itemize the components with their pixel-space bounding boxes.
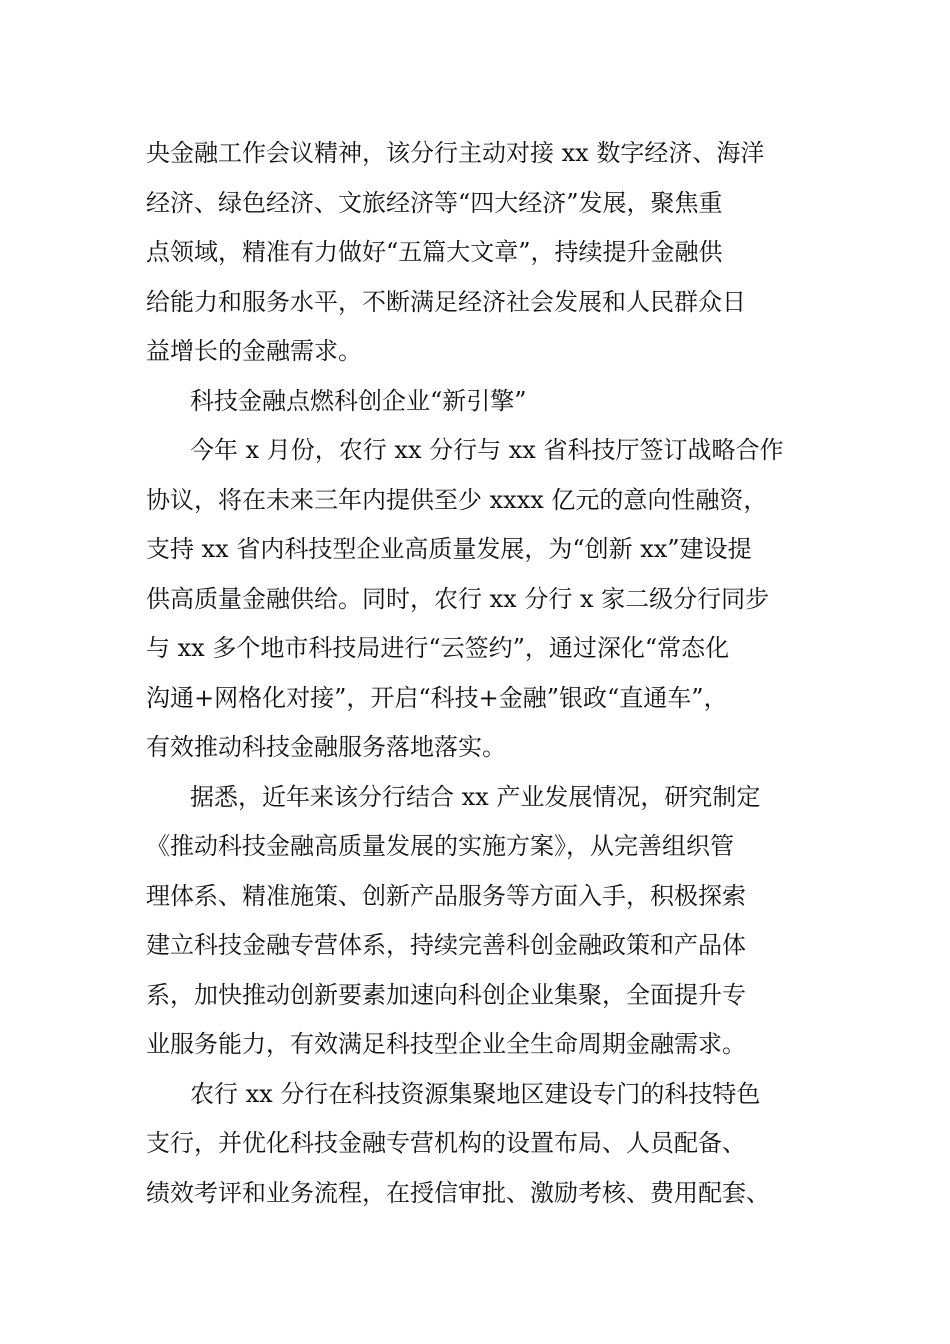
text-line: 绩效考评和业务流程，在授信审批、激励考核、费用配套、 — [146, 1178, 770, 1207]
document-body — [146, 129, 806, 1218]
text-line: 业服务能力，有效满足科技型企业全生命周期金融需求。 — [146, 1030, 746, 1058]
text-line: 今年 x 月份，农行 xx 分行与 xx 省科技厅签订战略合作 — [190, 436, 784, 464]
text-line: 建立科技金融专营体系，持续完善科创金融政策和产品体 — [146, 931, 746, 959]
text-line: 给能力和服务水平，不断满足经济社会发展和人民群众日 — [146, 287, 746, 316]
text-line: 系，加快推动创新要素加速向科创企业集聚，全面提升专 — [146, 980, 746, 1009]
text-line: 与 xx 多个地市科技局进行“云签约”，通过深化“常态化 — [146, 634, 730, 662]
text-line: 理体系、精准施策、创新产品服务等方面入手，积极探索 — [146, 881, 746, 910]
text-line: 协议，将在未来三年内提供至少 xxxx 亿元的意向性融资， — [146, 485, 768, 514]
text-line: 农行 xx 分行在科技资源集聚地区建设专门的科技特色 — [190, 1079, 761, 1108]
text-line: 点领域，精准有力做好“五篇大文章”，持续提升金融供 — [146, 238, 723, 266]
section-heading: 科技金融点燃科创企业“新引擎” — [190, 386, 527, 415]
text-line: 经济、绿色经济、文旅经济等“四大经济”发展，聚焦重 — [146, 188, 723, 217]
text-line: 有效推动科技金融服务落地落实。 — [146, 733, 506, 761]
text-line: 央金融工作会议精神，该分行主动对接 xx 数字经济、海洋 — [146, 139, 765, 167]
text-line: 《推动科技金融高质量发展的实施方案》，从完善组织管 — [146, 832, 734, 860]
text-line: 据悉，近年来该分行结合 xx 产业发展情况，研究制定 — [190, 782, 761, 811]
text-line: 支持 xx 省内科技型企业高质量发展，为“创新 xx”建设提 — [146, 535, 752, 563]
text-line: 支行，并优化科技金融专营机构的设置布局、人员配备、 — [146, 1129, 746, 1157]
text-line: 沟通+网格化对接”，开启“科技+金融”银政“直通车”， — [146, 683, 728, 712]
text-line: 供高质量金融供给。同时，农行 xx 分行 x 家二级分行同步 — [146, 584, 770, 613]
text-line: 益增长的金融需求。 — [146, 337, 362, 365]
